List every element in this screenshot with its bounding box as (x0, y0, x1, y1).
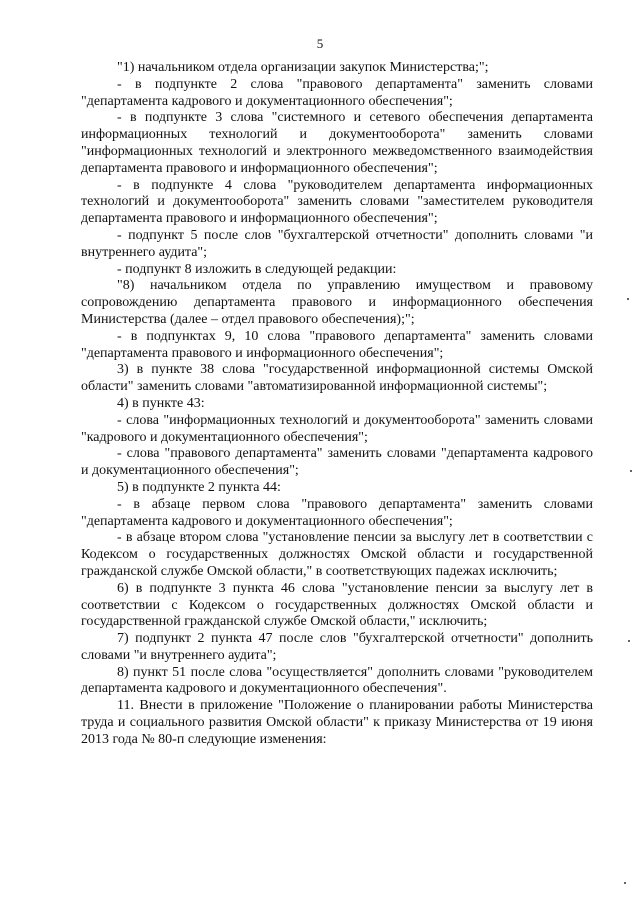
paragraph: - в абзаце первом слова "правового департамента" заменить словами "департамента кадрового и документационного обеспечения"; (81, 496, 593, 529)
paragraph: 4) в пункте 43: (117, 395, 205, 411)
paragraph: - в абзаце втором слова "установление пенсии за выслугу лет в соответствии с Кодексом о государственных должностях Омской области и государственной гражданской службе Омской области," в соответствующих падежах исключить; (81, 530, 593, 579)
paragraph: "8) начальником отдела по управлению имуществом и правовому сопровождению департамента правового и информационного обеспечения Министерства (далее – отдел правового обеспечения);"; (81, 278, 593, 327)
page-number: 5 (316, 36, 324, 51)
scan-speck (624, 882, 626, 884)
scan-speck (628, 640, 630, 642)
paragraph: 7) подпункт 2 пункта 47 после слов "бухгалтерской отчетности" дополнить словами "и внутреннего аудита"; (81, 631, 593, 663)
paragraph: - в подпункте 2 слова "правового департамента" заменить словами "департамента кадрового и документационного обеспечения"; (81, 76, 593, 109)
paragraph: - слова "правового департамента" заменить словами "департамента кадрового и документационного обеспечения"; (81, 446, 593, 479)
paragraph: - в подпункте 4 слова "руководителем департамента информационных технологий и документооборота" заменить словами "заместителем руководителя департамента правового и информационного обеспечения"; (81, 177, 593, 227)
paragraph: - слова "информационных технологий и документооборота" заменить словами "кадрового и документационного обеспечения"; (81, 412, 593, 445)
paragraph: - в подпунктах 9, 10 слова "правового департамента" заменить словами "департамента правового и информационного обеспечения"; (81, 328, 593, 361)
document-body (81, 60, 593, 749)
paragraph: 5) в подпункте 2 пункта 44: (117, 479, 281, 495)
paragraph: - в подпункте 3 слова "системного и сетевого обеспечения департамента информационных технологий и документооборота" заменить словами "информационных технологий и электронного межведомственного взаимодействия департамента правового и информационного обеспечения"; (81, 110, 593, 176)
paragraph: - подпункт 8 изложить в следующей редакции: (117, 261, 397, 277)
paragraph: 6) в подпункте 3 пункта 46 слова "установление пенсии за выслугу лет в соответствии с Кодексом о государственных должностях Омской области и государственной гражданской службе Омской области," исключить; (81, 580, 593, 630)
scan-speck (630, 470, 632, 472)
scan-speck (627, 298, 629, 300)
paragraph: "1) начальником отдела организации закупок Министерства;"; (117, 60, 489, 75)
paragraph: 8) пункт 51 после слова "осуществляется" дополнить словами "руководителем департамента кадрового и документационного обеспечения". (81, 664, 593, 697)
paragraph: 11. Внести в приложение "Положение о планировании работы Министерства труда и социального развития Омской области" к приказу Министерства от 19 июня 2013 года № 80-п следующие изменения: (81, 698, 593, 747)
paragraph: 3) в пункте 38 слова "государственной информационной системы Омской области" заменить словами "автоматизированной информационной системы"; (81, 362, 593, 395)
paragraph: - подпункт 5 после слов "бухгалтерской отчетности" дополнить словами "и внутреннего аудита"; (81, 227, 593, 260)
